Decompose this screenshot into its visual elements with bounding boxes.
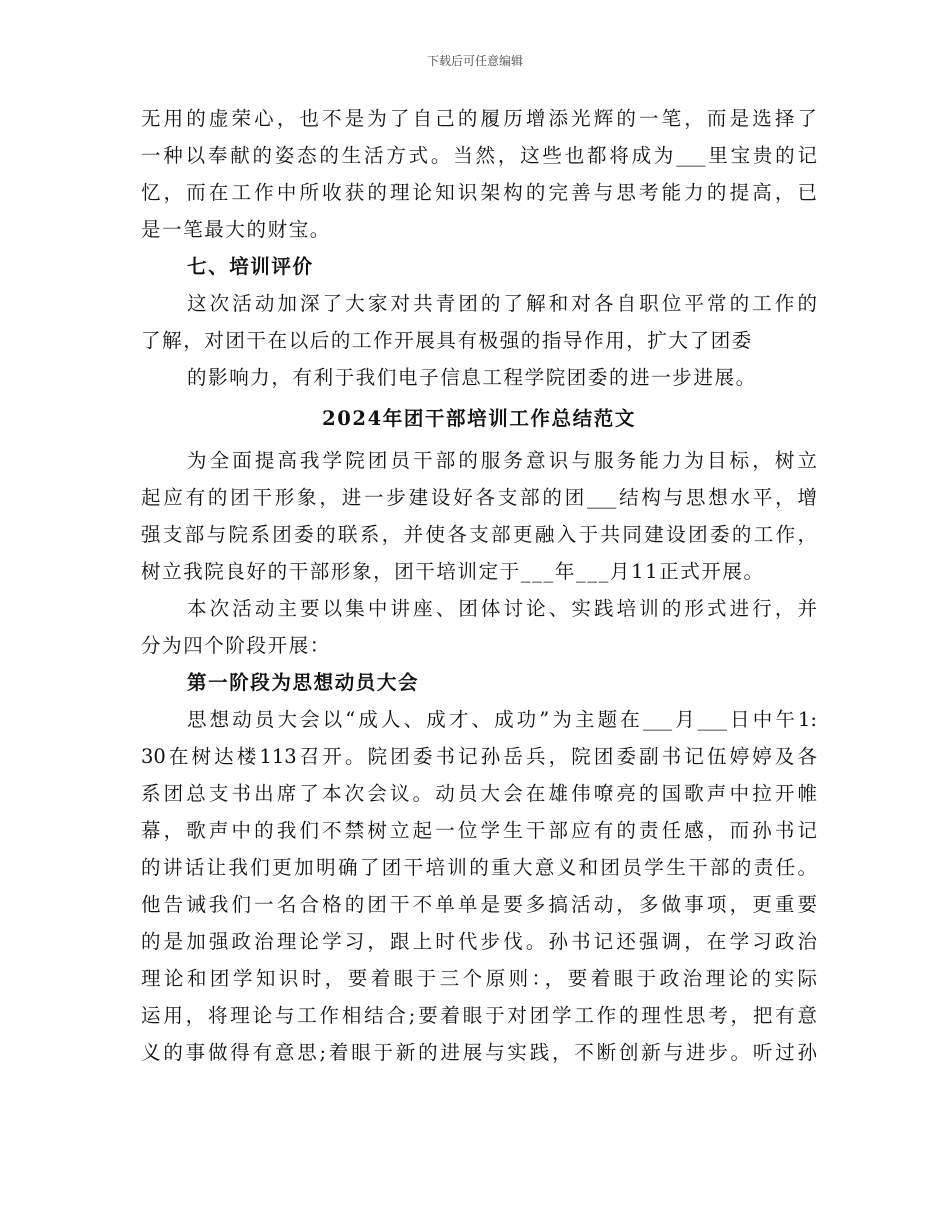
document-title: 2024年团干部培训工作总结范文 [322,407,636,430]
text-line: 他告诫我们一名合格的团干不单单是要多搞活动，多做事项，更重要 [141,893,817,916]
section-heading: 七、培训评价 [187,255,314,278]
text-line: 分为四个阶段开展： [141,634,331,657]
text-line: 是一笔最大的财宝。 [141,218,331,241]
text-line: 系团总支书出席了本次会议。动员大会在雄伟嘹亮的国歌声中拉开帷 [141,782,817,805]
text-line: 理论和团学知识时，要着眼于三个原则：，要着眼于政治理论的实际 [141,967,817,990]
document-body [141,100,817,1071]
text-line: 树立我院良好的干部形象，团干培训定于___年___月11正式开展。 [141,560,765,583]
section-heading: 第一阶段为思想动员大会 [187,671,420,694]
text-line: 起应有的团干形象，进一步建设好各支部的团___结构与思想水平，增 [141,486,817,509]
text-line: 忆，而在工作中所收获的理论知识架构的完善与思考能力的提高，已 [141,181,817,204]
text-line: 这次活动加深了大家对共青团的了解和对各自职位平常的工作的 [187,292,817,315]
text-line: 的讲话让我们更加明确了团干培训的重大意义和团员学生干部的责任。 [141,856,817,879]
text-line: 无用的虚荣心，也不是为了自己的履历增添光辉的一笔，而是选择了 [141,107,817,130]
text-line: 一种以奉献的姿态的生活方式。当然，这些也都将成为___里宝贵的记 [141,144,817,167]
text-line: 运用，将理论与工作相结合;要着眼于对团学工作的理性思考，把有意 [141,1004,817,1027]
text-line: 的是加强政治理论学习，跟上时代步伐。孙书记还强调，在学习政治 [141,930,817,953]
page-header: 下载后可任意编辑 [426,54,523,68]
text-line: 了解，对团干在以后的工作开展具有极强的指导作用，扩大了团委 [141,329,753,352]
text-line: 为全面提高我学院团员干部的服务意识与服务能力为目标，树立 [187,449,817,472]
text-line: 的影响力，有利于我们电子信息工程学院团委的进一步进展。 [187,366,757,389]
text-line: 幕，歌声中的我们不禁树立起一位学生干部应有的责任感，而孙书记 [141,819,817,842]
text-line: 思想动员大会以“成人、成才、成功”为主题在___月___日中午1: [187,708,817,731]
text-line: 30在树达楼113召开。院团委书记孙岳兵，院团委副书记伍婷婷及各 [141,745,817,768]
text-line: 强支部与院系团委的联系，并使各支部更融入于共同建设团委的工作， [141,523,817,546]
text-line: 义的事做得有意思;着眼于新的进展与实践，不断创新与进步。听过孙 [141,1041,817,1064]
text-line: 本次活动主要以集中讲座、团体讨论、实践培训的形式进行，并 [187,597,817,620]
